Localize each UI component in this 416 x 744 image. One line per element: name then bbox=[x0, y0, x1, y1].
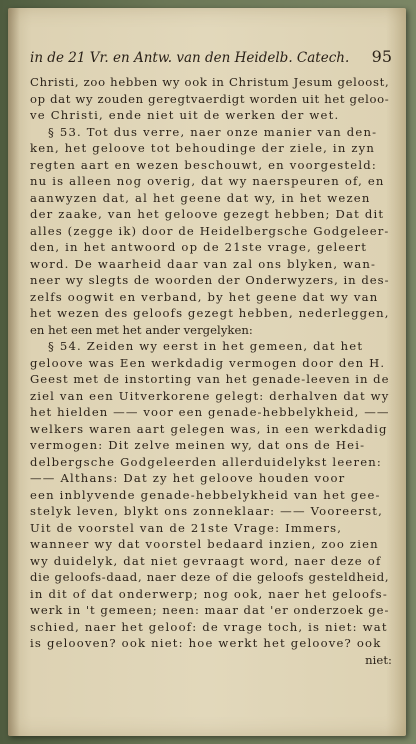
text-line: welkers waren aart gelegen was, in een werkdadig bbox=[30, 421, 388, 436]
body-text bbox=[30, 74, 392, 668]
text-line: wy duidelyk, dat niet gevraagt word, naer deze of bbox=[30, 553, 382, 568]
text-line: stelyk leven, blykt ons zonneklaar: —— Vooreerst, bbox=[30, 504, 384, 518]
text-line: in dit of dat onderwerp; nog ook, naer het geloofs- bbox=[30, 586, 388, 601]
text-line: ken, het geloove tot behoudinge der ziele, in zyn bbox=[30, 141, 376, 155]
text-line: wanneer wy dat voorstel bedaard inzien, zoo zien bbox=[30, 537, 379, 551]
text-line: is gelooven? ook niet: hoe werkt het geloove? ook bbox=[30, 636, 382, 650]
text-line: schied, naer het geloof: de vrage toch, is niet: wat bbox=[30, 619, 388, 634]
text-line: neer wy slegts de woorden der Onderwyzers, in des- bbox=[30, 273, 390, 287]
text-line: den, in het antwoord op de 21ste vrage, geleert bbox=[30, 240, 368, 254]
text-line: Christi, zoo hebben wy ook in Christum Jesum geloost, bbox=[30, 75, 390, 89]
text-line: vermogen: Dit zelve meinen wy, dat ons de Hei- bbox=[30, 438, 366, 452]
text-line: op dat wy zouden geregtvaerdigt worden uit het geloo- bbox=[30, 91, 390, 106]
text-line: § 54. Zeiden wy eerst in het gemeen, dat het bbox=[48, 339, 364, 353]
text-line: aanwyzen dat, al het geene dat wy, in het wezen bbox=[30, 190, 371, 205]
text-line: werk in 't gemeen; neen: maar dat 'er onderzoek ge- bbox=[30, 603, 390, 617]
text-line: —— Althans: Dat zy het geloove houden voor bbox=[30, 471, 346, 485]
text-line: het hielden —— voor een genade-hebbelykheid, —— bbox=[30, 405, 390, 419]
text-line: alles (zegge ik) door de Heidelbergsche Godgeleer- bbox=[30, 223, 390, 238]
text-line: niet: bbox=[365, 652, 392, 667]
text-line: der zaake, van het geloove gezegt hebben; Dat dit bbox=[30, 207, 385, 221]
text-line: Geest met de instorting van het genade-leeven in de bbox=[30, 372, 390, 386]
page-gutter-shadow bbox=[8, 8, 20, 736]
text-line: nu is alleen nog overig, dat wy naerspeuren of, en bbox=[30, 174, 385, 188]
text-line: § 53. Tot dus verre, naer onze manier van den- bbox=[48, 124, 378, 139]
text-line: regten aart en wezen beschouwt, en voorgesteld: bbox=[30, 157, 377, 172]
running-head bbox=[30, 47, 392, 68]
text-line: ve Christi, ende niet uit de werken der wet. bbox=[30, 108, 340, 122]
text-line: het wezen des geloofs gezegt hebben, nederleggen, bbox=[30, 306, 390, 320]
text-line: ziel van een Uitverkorene gelegt: derhalven dat wy bbox=[30, 388, 390, 403]
running-head-title: in de 21 Vr. en Antw. van den Heidelb. Catech. bbox=[30, 50, 350, 66]
text-line: en het een met het ander vergelyken: bbox=[30, 322, 253, 337]
text-line: word. De waarheid daar van zal ons blyken, wan- bbox=[30, 256, 377, 271]
text-line: zelfs oogwit en verband, by het geene dat wy van bbox=[30, 289, 379, 304]
page-number: 95 bbox=[371, 47, 392, 66]
text-line: een inblyvende genade-hebbelykheid van het gee- bbox=[30, 487, 381, 502]
text-line: Uit de voorstel van de 21ste Vrage: Immers, bbox=[30, 520, 343, 535]
text-line: die geloofs-daad, naer deze of die geloofs gesteldheid, bbox=[30, 570, 390, 584]
text-line: delbergsche Godgeleerden allerduidelykst leeren: bbox=[30, 454, 383, 469]
text-line: geloove was Een werkdadig vermogen door den H. bbox=[30, 355, 386, 370]
